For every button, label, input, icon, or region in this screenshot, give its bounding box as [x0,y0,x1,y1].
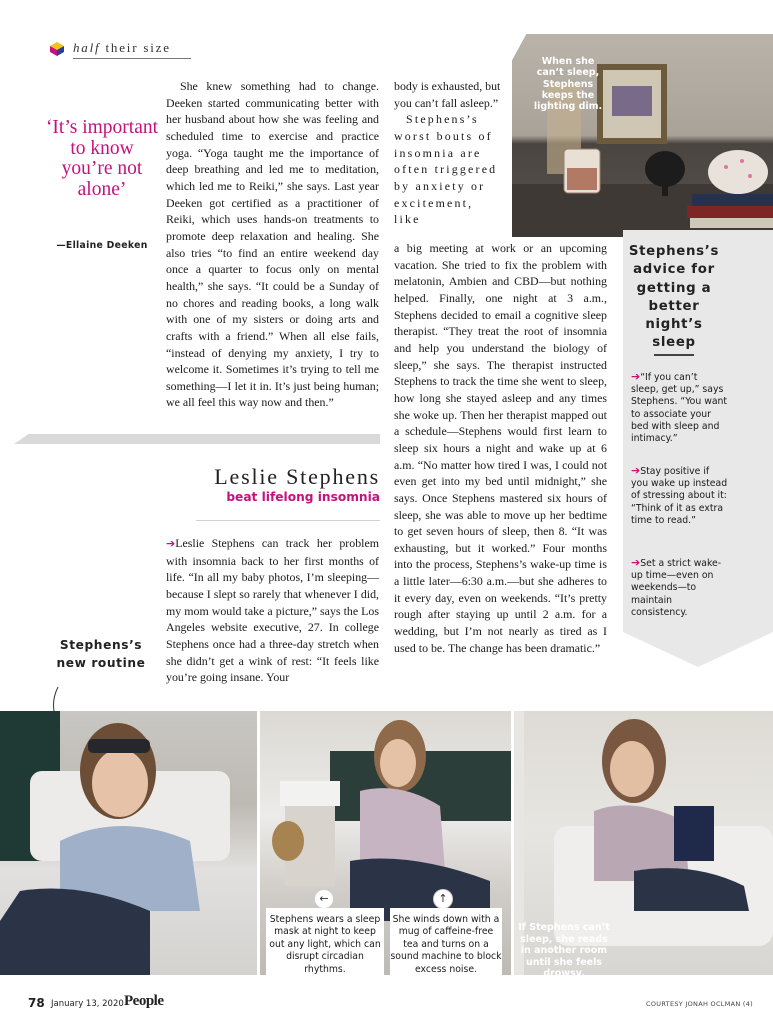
photo-sleep-mask [0,711,257,975]
body-column-2a [394,78,504,228]
sidebar-tip [631,371,728,445]
photo-caption-2: She winds down with a mug of caffeine-free tea and turns on a sound machine to block excess noise. [390,908,502,975]
arrow-left-icon: ← [314,889,334,909]
body-column-2a-text: body is exhausted, but you can’t fall asleep.” [394,79,501,110]
photo-sleep-mask-art [0,711,257,975]
sidebar-tip [631,465,728,527]
photo-caption-1: Stephens wears a sleep mask at night to keep out any light, which can disrupt circadian rhythms. [266,908,384,975]
section-logo-icon [50,42,64,56]
arrow-up-icon: ↑ [433,889,453,909]
sidebar-title: Stephens’s advice for getting a better night’s sleep [628,244,720,351]
sidebar-rule [654,354,694,356]
sidebar-tip [631,557,728,619]
section-suffix: their size [105,40,171,55]
routine-label: Stephens’s new routine [56,638,146,670]
sidebar-tip-text: “If you can’t sleep, get up,” says Stephens. “You want to associate your bed with sleep and intimacy.” [631,372,728,445]
sidebar-tip-text: Stay positive if you wake up instead of stressing about it: “Think of it as extra time to read.” [631,466,728,526]
photo-nightstand-caption: When she can’t sleep, Stephens keeps the lighting dim. [533,56,603,113]
photo-caption-3: If Stephens can’t sleep, she reads in another room until she feels drowsy. [518,922,610,980]
section-rule [73,58,191,59]
arrow-right-icon: ➔ [631,556,641,569]
arrow-right-icon: ➔ [631,370,641,383]
body-column-2b: a big meeting at work or an upcoming vacation. She tried to fix the problem with melatonin, Ambien and CBD—but nothing helped. Finally, one night at 3 a.m., Stephens decided to email a cognitive sleep therapist. “They treat the root of insomnia and help you understand the biology of sleep,” she says. The therapist instructed Stephens to track the time she went to sleep, how long she stayed asleep and any times she woke up. Then her therapist mapped out a schedule—Stephens would first learn to sleep six hours a night and wake up at 6 a.m. “No matter how tired I was, I could not even get into my bed until midnight,” she says. Once Stephens mastered six hours of sleep, she was able to move up her bedtime to get seven hours of sleep, then 8. “It was exhausting, but it worked.” Four months into the process, Stephens’s wake-up time is a little later—6:30 a.m.—but she adheres to it every day, even on weekends. “It’s pretty rough after staying up until 2 a.m. for a wedding, but I’m not nearly as tired as I used to be. The change has been dramatic.” [394,241,607,655]
subhead-name: Leslie Stephens [214,464,380,489]
arrow-right-icon: ➔ [631,464,641,477]
pull-quote: ‘It’s important to know you’re not alone’ [45,117,159,200]
section-label [73,40,171,56]
arrow-right-icon: ➔ [166,537,176,550]
pull-quote-attribution: —Ellaine Deeken [56,240,148,251]
magazine-name: People [124,993,164,1009]
body-column-1: She knew something had to change. Deeken started communicating better with her husband about how she was feeling and scheduled time to exercise and practice yoga. “Yoga taught me the importance of deep breathing and led me to meditation, which led me to Reiki,” she says. Last year Deeken got certified as a practitioner of Reiki, which uses hands-on treatments to promote deep relaxation and healing. She also tries “to find an entire weekend day once a quarter to focus only on mental health,” she says. “It could be a Sunday of no chores and reading books, a long walk with one of my sisters or doing arts and crafts with a friend.” When all else fails, “instead of denying my anxiety, I try to welcome it. Sometimes it’s trying to tell me something—I let it in. It’s just being human; we all feel this way now and then.” [166,79,379,410]
section-divider [14,434,380,444]
issue-date: January 13, 2020 [51,999,124,1009]
subhead-title: beat lifelong insomnia [226,490,380,504]
page-number: 78 [28,996,45,1010]
section-prefix: half [73,40,101,55]
photo-credit: COURTESY JONAH OCLMAN (4) [646,1000,753,1008]
body-column-2a-text-2: Stephens’s worst bouts of insomnia are often triggered by anxiety or excitement, like [394,112,498,227]
body-column-1b-text: Leslie Stephens can track her problem with insomnia back to her first months of life. “In all my baby photos, I’m sleeping—because I slept so rarely that whenever I did, my mom would take a picture,” says the Los Angeles website executive, 27. In college Stephens once had a three-day stretch when she didn’t get a wink of rest: “It feels like you’re going insane. Your [166,536,379,685]
sidebar-tip-text: Set a strict wake-up time—even on weekends—to maintain consistency. [631,558,722,618]
subhead-rule [196,520,380,521]
body-column-1b [166,535,379,686]
